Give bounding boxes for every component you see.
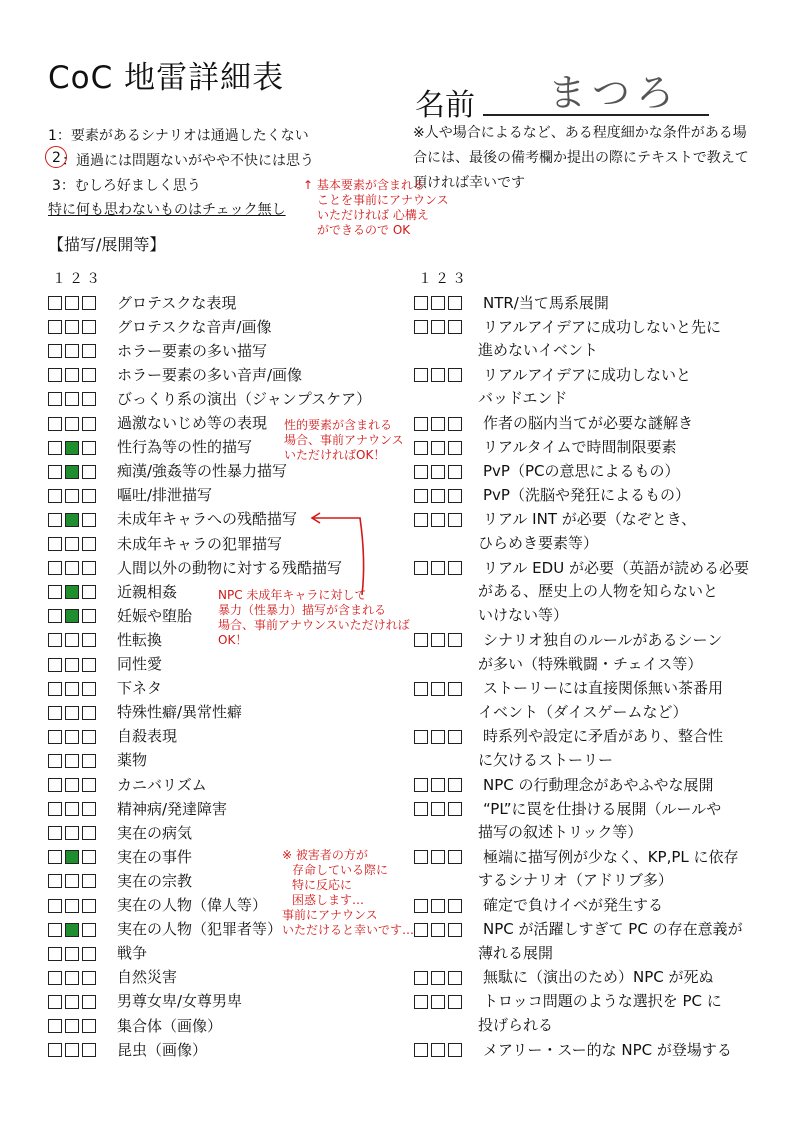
- annotation-basic-elements: ↑ 基本要素が含まれる ことを事前にアナウンス いただければ 心構え ができるので OK: [303, 178, 449, 237]
- annotation-minor-violence: NPC 未成年キャラに対して 暴力（性暴力）描写が含まれる 場合、事前アナウンスいただければ OK！: [218, 588, 410, 647]
- item-label: 実在の人物（犯罪者等）: [117, 920, 283, 939]
- item-label: 特殊性癖/異常性癖: [117, 703, 243, 722]
- item-label: 戦争: [117, 944, 148, 963]
- item-label-continued: が多い（特殊戦闘・チェイス等）: [478, 654, 703, 673]
- legend-option-3: 3：むしろ好ましく思う: [52, 178, 201, 194]
- item-label: リアルアイデアに成功しないと: [483, 365, 692, 384]
- item-label: 性行為等の性的描写: [117, 438, 253, 457]
- left-column-header: １２３: [52, 271, 103, 287]
- legend-option-2-number: 2: [52, 150, 61, 166]
- item-label: 薬物: [117, 751, 148, 770]
- item-label: PvP（PCの意思によるもの）: [483, 462, 680, 481]
- section-title: 【描写/展開等】: [48, 235, 166, 254]
- item-label-continued: 薄れる展開: [478, 943, 554, 962]
- item-label: 男尊女卑/女尊男卑: [117, 992, 243, 1011]
- item-label: 人間以外の動物に対する残酷描写: [117, 558, 343, 577]
- item-label: 過激ないじめ等の表現: [117, 414, 268, 432]
- item-label: 極端に描写例が少なく、KP,PL に依存: [483, 847, 739, 866]
- item-label: シナリオ独自のルールがあるシーン: [483, 630, 723, 649]
- item-label: 妊娠や堕胎: [117, 606, 193, 625]
- item-label: リアルタイムで時間制限要素: [483, 438, 677, 457]
- item-label-continued: ひらめき要素等）: [478, 534, 599, 552]
- item-label: 嘔吐/排泄描写: [117, 486, 213, 505]
- item-label: 昆虫（画像）: [117, 1040, 208, 1059]
- item-label-continued: がある、歴史上の人物を知らないと: [478, 582, 719, 601]
- item-label: 自殺表現: [117, 727, 178, 746]
- item-label: 作者の脳内当てが必要な謎解き: [483, 414, 694, 432]
- annotation-real-events: ※ 被害者の方が 存命している際に 特に反応に 困惑します… 事前にアナウンス いただけると幸いです…: [282, 848, 415, 937]
- item-label: 実在の病気: [117, 823, 193, 842]
- item-label-continued: 進めないイベント: [478, 341, 599, 360]
- item-label: NPC が活躍しすぎて PC の存在意義が: [483, 920, 743, 939]
- item-label: NTR/当て馬系展開: [483, 293, 609, 312]
- item-label: びっくり系の演出（ジャンプスケア）: [117, 389, 372, 408]
- instructions-note: ※人や場合によるなど、ある程度細かな条件がある場合には、最後の備考欄か提出の際にテキストで教えて頂ければ幸いです: [413, 125, 749, 191]
- item-label: 同性愛: [117, 655, 163, 673]
- item-label: 下ネタ: [117, 679, 163, 698]
- item-label: トロッコ問題のような選択を PC に: [483, 992, 722, 1011]
- item-label: “PL”に罠を仕掛ける展開（ルールや: [483, 799, 722, 818]
- item-label: 精神病/発達障害: [117, 799, 228, 818]
- item-label: ホラー要素の多い描写: [117, 341, 268, 360]
- right-column-header: １２３: [418, 271, 469, 287]
- item-label-continued: に欠けるストーリー: [478, 750, 614, 769]
- item-label: グロテスクな表現: [117, 293, 237, 312]
- item-label: 実在の人物（偉人等）: [117, 896, 268, 914]
- item-label: 集合体（画像）: [117, 1016, 223, 1035]
- name-label: 名前: [415, 88, 475, 123]
- item-label-continued: いけない等）: [478, 606, 569, 625]
- item-label: リアル INT が必要（なぞとき、: [483, 510, 697, 529]
- item-label: リアル EDU が必要（英語が読める必要: [483, 558, 749, 577]
- item-label: NPC の行動理念があやふやな展開: [483, 775, 714, 794]
- page-title: CoC 地雷詳細表: [48, 60, 285, 96]
- item-label: 確定で負けイベが発生する: [483, 896, 664, 914]
- item-label-continued: バッドエンド: [478, 389, 568, 408]
- item-label: PvP（洗脳や発狂によるもの）: [483, 486, 690, 505]
- item-label-continued: 描写の叙述トリック等）: [478, 823, 643, 842]
- item-label: 性転換: [117, 630, 163, 649]
- item-label: 実在の宗教: [117, 871, 193, 890]
- legend-option-1: 1：要素があるシナリオは通過したくない: [48, 128, 309, 144]
- item-label: リアルアイデアに成功しないと先に: [483, 317, 722, 336]
- item-label: カニバリズム: [117, 775, 207, 794]
- item-label-continued: するシナリオ（アドリブ多）: [478, 871, 673, 890]
- item-label: メアリー・スー的な NPC が登場する: [483, 1040, 732, 1059]
- item-label: グロテスクな音声/画像: [117, 317, 272, 336]
- item-label-continued: 投げられる: [478, 1016, 554, 1034]
- item-label-continued: イベント（ダイスゲームなど）: [478, 702, 688, 721]
- item-label: 実在の事件: [117, 847, 193, 866]
- item-label: 痴漢/強姦等の性暴力描写: [117, 462, 288, 481]
- item-label: 無駄に（演出のため）NPC が死ぬ: [483, 968, 714, 987]
- arrow-minor-line: [312, 518, 364, 595]
- item-label: ホラー要素の多い音声/画像: [117, 365, 303, 384]
- item-label: 自然災害: [117, 968, 178, 987]
- item-label: 時系列や設定に矛盾があり、整合性: [483, 727, 724, 746]
- legend-option-2: ：通過には問題ないがやや不快には思う: [62, 153, 314, 169]
- item-label: ストーリーには直接関係無い茶番用: [483, 679, 724, 698]
- item-label: 未成年キャラへの残酷描写: [117, 510, 298, 529]
- annotation-sexual-content: 性的要素が含まれる 場合、事前アナウンス いただければOK！: [284, 418, 404, 462]
- legend-no-check: 特に何も思わないものはチェック無し: [48, 202, 286, 218]
- item-label: 近親相姦: [117, 582, 178, 601]
- name-value[interactable]: まつろ: [548, 71, 681, 115]
- item-label: 未成年キャラの犯罪描写: [117, 534, 283, 553]
